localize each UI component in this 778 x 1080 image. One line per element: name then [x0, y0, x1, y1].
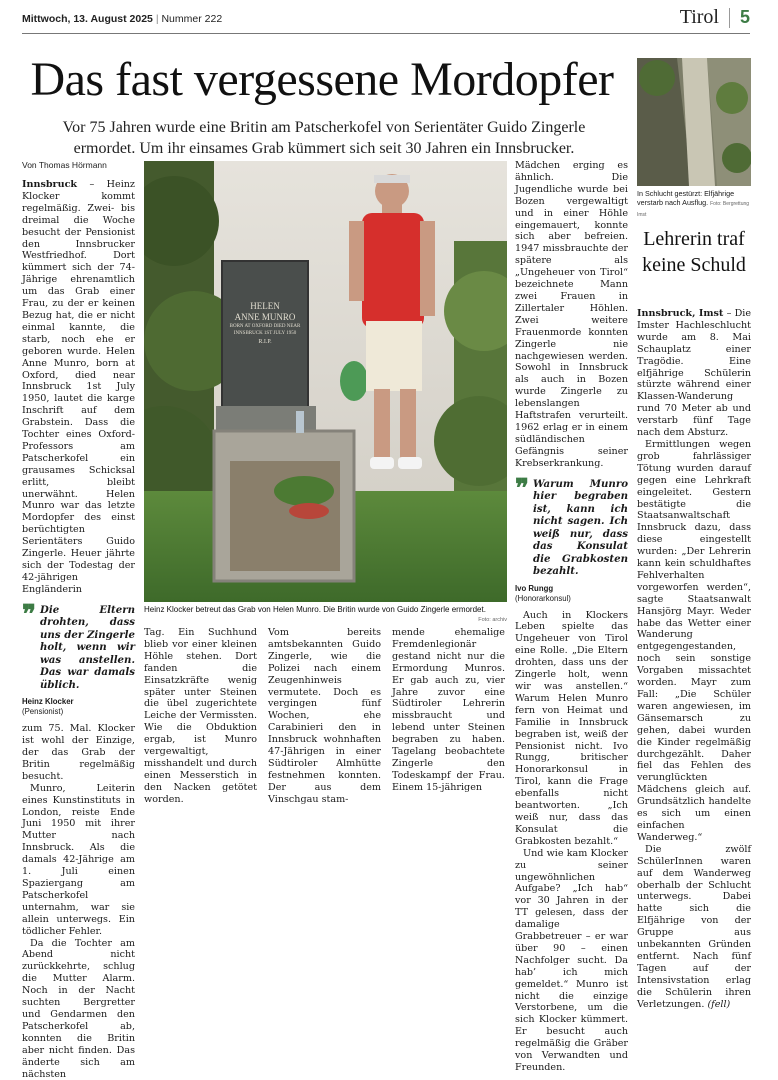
- header-divider: [729, 8, 730, 28]
- quote-mark-icon: ❞: [515, 472, 529, 503]
- col1-paragraph-3: Da die Tochter am Abend nicht zurückkehrte, schlug die Mutter Alarm. Noch in der Nacht suchten Bergretter und Gendarmen den Patscherkofel ab, konnten die Britin aber nicht finden. Das änderte sich am nächsten: [22, 937, 135, 1080]
- photo-credit: Foto: archiv: [478, 617, 507, 623]
- article-dek: Vor 75 Jahren wurde eine Britin am Patscherkofel von Serientäter Guido Zingerle ermordet. Um ihr einsames Grab kümmert sich seit 30 Jahren ein Innsbrucker.: [62, 119, 586, 157]
- gorge-photo-illustration: [637, 58, 751, 186]
- gravestone-inscription: [224, 269, 306, 348]
- quote-1-name: Heinz Klocker: [22, 697, 74, 707]
- side-paragraph-3: Die zwölf SchülerInnen waren auf dem Wanderweg oberhalb der Schlucht unterwegs. Dabei hatte sich die Elfjährige von der Gruppe aus unbekannten Gründen entfernt. Nach fünf Tagen auf der Intensivstation erlag die Schülerin ihren Verletzungen.: [637, 843, 751, 1010]
- quote-1-text: Die Eltern drohten, dass uns der Zingerle holt, wenn wir was anstellen. Das war damals üblich.: [40, 603, 135, 691]
- column-2: [144, 627, 257, 806]
- header-number: Nummer 222: [161, 13, 223, 25]
- grave-line-3: BORN AT OXFORD DIED NEAR: [229, 324, 301, 329]
- side-column: [637, 308, 751, 1010]
- col4-paragraph-2: Auch in Klockers Leben spielte das Ungeheuer von Tirol eine Rolle. „Die Eltern drohten, dass uns der Zingerle holt, wenn wir was anstellen.“ Warum Helen Munro fern von Heimat und Familie in Innsbruck begraben ist, weiß der Pensionist nicht. Ivo Rungg, britischer Honorarkonsul in Tirol, kann die Frage ebenfalls nicht beantworten. „Ich weiß nur, dass das Konsulat die Grabkosten bezahlt.“: [515, 609, 628, 847]
- pull-quote-1: [22, 598, 135, 718]
- quote-1-role: (Pensionist): [22, 707, 64, 717]
- section-name: Tirol: [679, 6, 719, 28]
- pull-quote-2: [515, 472, 628, 604]
- col1-top: Innsbruck – Heinz Klocker kommt regelmäßig. Zwei- bis dreimal die Woche besucht der Pensionist den Innsbrucker Westfriedhof. Dort kümmert sich der 74-Jährige ehrenamtlich um das Grab einer Frau, zu der er keinen Bezug hat, die er nicht einmal kannte, die starb, noch ehe er geboren wurde. Helen Anne Munro, born at Oxford, died near Innsbruck 1st July 1950, lautet die karge Inschrift auf dem Grabstein. Dass die Tochter eines Oxford-Professors am Patscherkofel ein grausames Schicksal erlitt, bleibt unerwähnt. Helen Munro war das letzte Mordopfer des einst berüchtigten Serientäters Guido Zingerle. Heuer jährte sich der Todestag der 42-jährigen Engländerin: [22, 179, 135, 595]
- photo-caption-block: [144, 605, 507, 623]
- quote-2-name: Ivo Rungg: [515, 583, 554, 593]
- photo-caption: Heinz Klocker betreut das Grab von Helen Munro. Die Britin wurde von Guido Zingerle ermordet.: [144, 605, 486, 614]
- grave-line-4: INNSBRUCK 1ST JULY 1950: [233, 331, 297, 336]
- quote-mark-icon: ❞: [22, 598, 36, 629]
- side-photo-caption: In Schlucht gestürzt: Elfjährige verstarb nach Ausflug.: [637, 189, 735, 207]
- col1-paragraph-2: Munro, Leiterin eines Kunstinstituts in London, reiste Ende Juni 1950 mit ihrer Mutter nach Innsbruck. Als die damals 42-Jährige am 1. Juli einen Spaziergang am Patscherkofel unternahm, war sie allein unterwegs. Ein tödlicher Fehler.: [22, 782, 135, 937]
- grave-photo-illustration: [144, 161, 507, 602]
- col4-bottom-text: mende ehemalige Fremdenlegionär gestand nicht nur die Ermordung Munros. Er gab auch zu, vier Jahre zuvor eine Südtiroler Lehrerin missbraucht und lebend unter Steinen begraben zu haben. Tagelang beobachtete Zingerle den Todeskampf der Frau. Einem 15-jährigen: [392, 627, 505, 793]
- grave-line-5: R.I.P.: [258, 339, 272, 345]
- column-3: [268, 627, 381, 806]
- byline: Von Thomas Hörmann: [22, 160, 107, 170]
- side-headline: Lehrerin traf keine Schuld: [642, 228, 746, 276]
- col4-paragraph-3: Und wie kam Klocker zu seiner ungewöhnlichen Aufgabe? „Ich hab“ vor 30 Jahren in der TT gelesen, dass der damalige Grabbetreuer – er war über 90 – einen Nachfolger sucht. Da hab’ ich mich gemeldet.“ Munro ist nicht die einzige Verstorbene, um die sich Klocker kümmert. Er besucht auch regelmäßig die Gräber von Verwandten und Freunden.: [515, 847, 628, 1073]
- quote-2-text: Warum Munro hier begraben ist, kann ich nicht sagen. Ich weiß nur, dass das Konsulat die Grabkosten bezahlt.: [533, 477, 628, 578]
- column-1: [22, 179, 135, 1080]
- header-section: [680, 6, 750, 29]
- header-dateline: Mittwoch, 13. August 2025 | Nummer 222: [22, 13, 223, 25]
- column-4-bottom: [392, 627, 505, 794]
- col2-text: Tag. Ein Suchhund blieb vor einer kleinen Höhle stehen. Dort fanden die Einsatzkräfte wenig später unter Steinen die übel zugerichtete Leiche der Vermissten. Wie die Obduktion ergab, ist Munro vergewaltigt, misshandelt und durch einen Messerstich in den Nacken getötet worden.: [144, 627, 257, 805]
- col4-top-text: Mädchen erging es ähnlich. Die Jugendliche wurde bei Bozen vergewaltigt und in einer Höhle eingemauert, konnte sich aber befreien. 1947 missbrauchte der spätere als „Ungeheuer von Tirol“ bezeichnete Mann zwei Frauen in Zillertaler Höhlen. Zwei weitere Frauenmorde konnten Zingerle nie nachgewiesen werden. Sowohl in Innsbruck als auch in Bozen wurde Zingerle zu lebenslangen Haftstrafen verurteilt. 1962 erlag er in einem südländischen Gefängnis seiner Krebserkrankung.: [515, 160, 628, 469]
- col3-text: Vom bereits amtsbekannten Guido Zingerle, wie die Polizei nach einem Zeugenhinweis vermutete. Doch es vergingen fünf Wochen, ehe Carabinieri den in Innsbruck wohnhaften 47-Jährigen in einer Südtiroler Almhütte festnehmen konnten. Der aus dem Vinschgau stam-: [268, 627, 381, 805]
- header-date: Mittwoch, 13. August 2025: [22, 13, 153, 25]
- grave-line-2: ANNE MUNRO: [234, 312, 296, 322]
- side-photo-caption-block: [637, 189, 751, 220]
- side-paragraph-2: Ermittlungen wegen grob fahrlässiger Tötung wurden darauf gegen eine Lehrkraft eingeleitet. Gestern bestätigte die Staatsanwaltschaft Innsbruck dazu, dass diese eingestellt wurden: „Der Lehrerin kann kein schuldhaftes Fehlverhalten vorgeworfen werden“, sagte Staatsanwalt Hansjörg Mayr. Weder habe das Wetter einer Wanderung entgegengestanden, noch sein sonstige Vorgaben missachtet worden. Mayr zum Fall: „Die Schüler waren angewiesen, im Gänsemarsch zu gehen, dabei wurden die Kinder regelmäßig durchgezählt. Daher fiel das Fehlen des verunglückten Mädchens gleich auf. Grundsätzlich handelte es sich um einen einfachen Wanderweg.“: [637, 438, 751, 843]
- grave-photo: [144, 161, 507, 602]
- side-signature: (fell): [707, 998, 731, 1010]
- quote-2-role: (Honorarkonsul): [515, 593, 571, 603]
- article-headline: Das fast vergessene Mordopfer: [30, 53, 614, 106]
- side-photo: [637, 58, 751, 186]
- column-5: [515, 160, 628, 1074]
- side-photo-credit: Foto: Bergrettung Imst: [637, 201, 750, 218]
- page-number: 5: [739, 7, 750, 27]
- col1-bottom: zum 75. Mal. Klocker ist wohl der Einzige, der das Grab der Britin regelmäßig besucht.: [22, 723, 135, 782]
- grave-line-1: HELEN: [250, 301, 280, 311]
- side-paragraph-1: Innsbruck, Imst – Die Imster Hachleschlucht wurde am 8. Mai Schauplatz einer Tragödie. Eine elfjährige Schülerin stürzte während einer Klassen-Wanderung rund 70 Meter ab und verstarb fünf Tage nach dem Absturz.: [637, 308, 752, 439]
- header-rule: [22, 33, 750, 34]
